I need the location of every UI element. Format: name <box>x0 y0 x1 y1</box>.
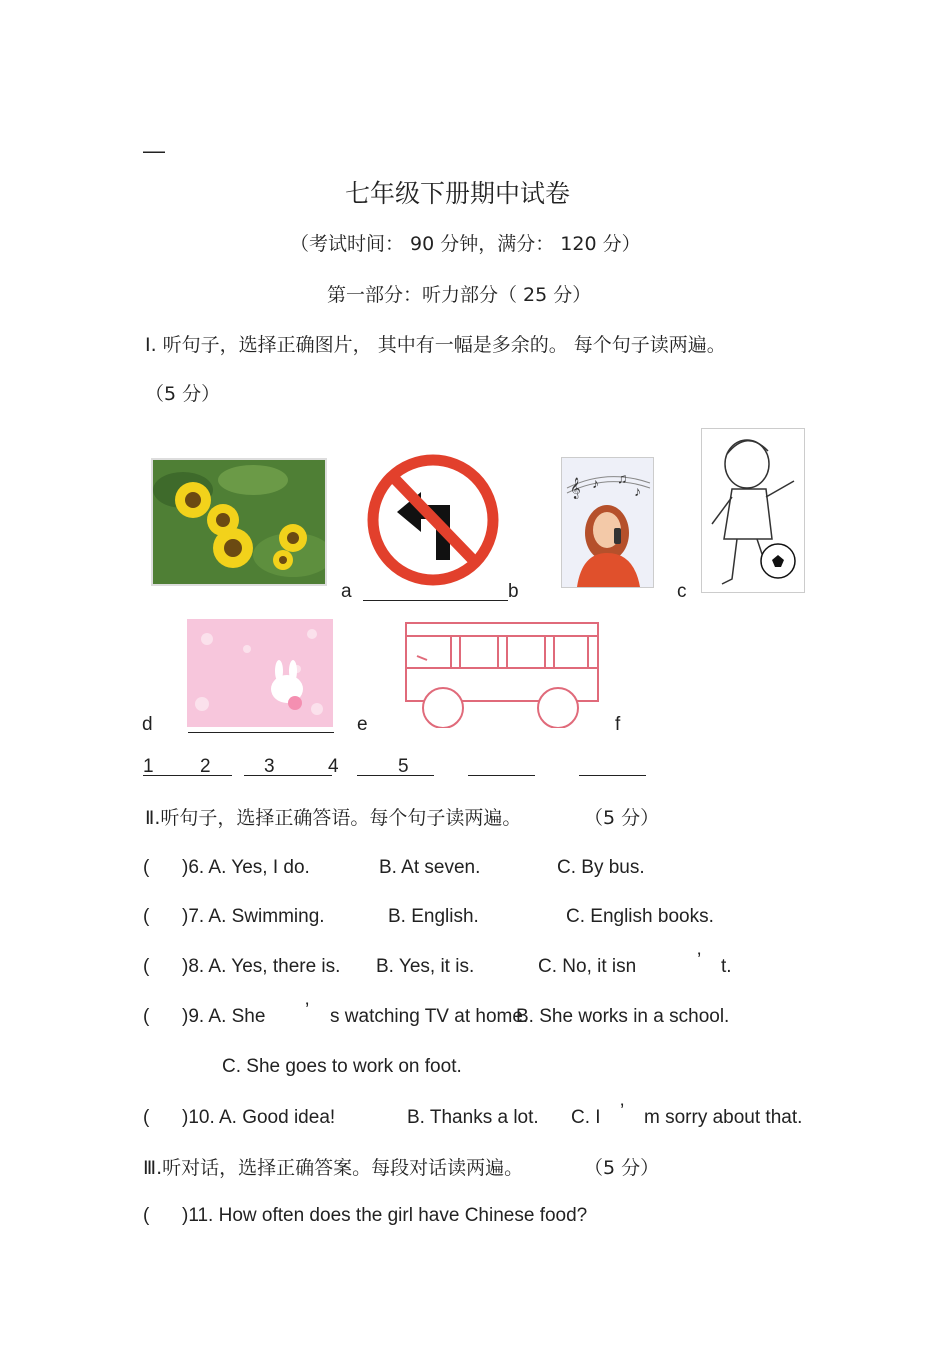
question-9-option-c: C. She goes to work on foot. <box>222 1056 462 1077</box>
question-7-option-b: B. English. <box>388 906 479 927</box>
question-9-option-b: B. She works in a school. <box>516 1006 730 1027</box>
svg-text:𝄞: 𝄞 <box>570 478 581 498</box>
apostrophe: ’ <box>697 950 702 971</box>
question-10-option-a: )10. A. Good idea! <box>182 1107 336 1128</box>
label-d: d <box>142 714 153 735</box>
apostrophe: ’ <box>620 1101 625 1122</box>
question-6-option-c: C. By bus. <box>557 857 645 878</box>
label-e: e <box>357 714 368 735</box>
question-paren[interactable]: ( <box>143 906 150 927</box>
question-paren[interactable]: ( <box>143 1205 150 1226</box>
bus-picture <box>403 618 603 728</box>
section-2-score: （5 分） <box>584 807 660 829</box>
girl-phone-music-picture <box>561 457 654 588</box>
section-3-instruction: Ⅲ.听对话，选择正确答案。每段对话读两遍。 <box>143 1157 524 1179</box>
page-title: 七年级下册期中试卷 <box>345 179 571 208</box>
answer-blank-4[interactable] <box>468 775 535 776</box>
question-paren[interactable]: ( <box>143 1107 150 1128</box>
question-11: )11. How often does the girl have Chinese food? <box>182 1205 588 1226</box>
question-paren[interactable]: ( <box>143 956 150 977</box>
question-9-option-a: )9. A. She <box>182 1006 266 1027</box>
boy-football-picture <box>701 428 805 593</box>
svg-text:♫: ♫ <box>617 470 628 486</box>
answer-line <box>363 600 508 601</box>
question-10-option-b: B. Thanks a lot. <box>407 1107 539 1128</box>
answer-blank-5[interactable] <box>579 775 646 776</box>
question-8-option-c: C. No, it isn <box>538 956 637 977</box>
no-left-turn-sign-picture <box>363 452 505 588</box>
header-dash: — <box>143 138 165 163</box>
question-6-option-b: B. At seven. <box>379 857 481 878</box>
question-10-option-c: C. I <box>571 1107 601 1128</box>
answer-blank-3[interactable] <box>357 775 434 776</box>
answer-blank-2[interactable] <box>244 775 332 776</box>
section-1-score: （5 分） <box>145 383 221 405</box>
section-2-instruction: Ⅱ.听句子，选择正确答语。每个句子读两遍。 <box>145 807 522 829</box>
answer-number-3: 3 <box>264 756 275 777</box>
apostrophe: ’ <box>305 1000 310 1021</box>
question-7-option-c: C. English books. <box>566 906 714 927</box>
answer-number-2: 2 <box>200 756 211 777</box>
label-a: a <box>341 581 352 602</box>
sunflowers-picture <box>151 458 327 586</box>
question-8-option-c-tail: t. <box>721 956 732 977</box>
exam-subtitle: （考试时间： 90 分钟，满分： 120 分） <box>290 233 641 255</box>
svg-text:♪: ♪ <box>592 475 599 491</box>
label-f: f <box>615 714 621 735</box>
answer-number-4: 4 <box>328 756 339 777</box>
label-b: b <box>508 581 519 602</box>
answer-number-1: 1 <box>143 756 154 777</box>
section-1-instruction: Ⅰ. 听句子，选择正确图片， 其中有一幅是多余的。 每个句子读两遍。 <box>145 334 726 356</box>
question-8-option-b: B. Yes, it is. <box>376 956 475 977</box>
question-paren[interactable]: ( <box>143 1006 150 1027</box>
svg-text:♪: ♪ <box>634 483 641 499</box>
answer-line <box>188 732 334 733</box>
answer-number-5: 5 <box>398 756 409 777</box>
part-one-heading: 第一部分：听力部分（ 25 分） <box>327 284 592 306</box>
question-8-option-a: )8. A. Yes, there is. <box>182 956 341 977</box>
question-paren[interactable]: ( <box>143 857 150 878</box>
section-3-score: （5 分） <box>584 1157 660 1179</box>
question-9-option-a-tail: s watching TV at home. <box>330 1006 529 1027</box>
label-c: c <box>677 581 687 602</box>
answer-blank-1[interactable] <box>143 775 232 776</box>
question-6-option-a: )6. A. Yes, I do. <box>182 857 310 878</box>
question-7-option-a: )7. A. Swimming. <box>182 906 325 927</box>
pink-card-picture <box>187 619 333 727</box>
question-10-option-c-tail: m sorry about that. <box>644 1107 803 1128</box>
